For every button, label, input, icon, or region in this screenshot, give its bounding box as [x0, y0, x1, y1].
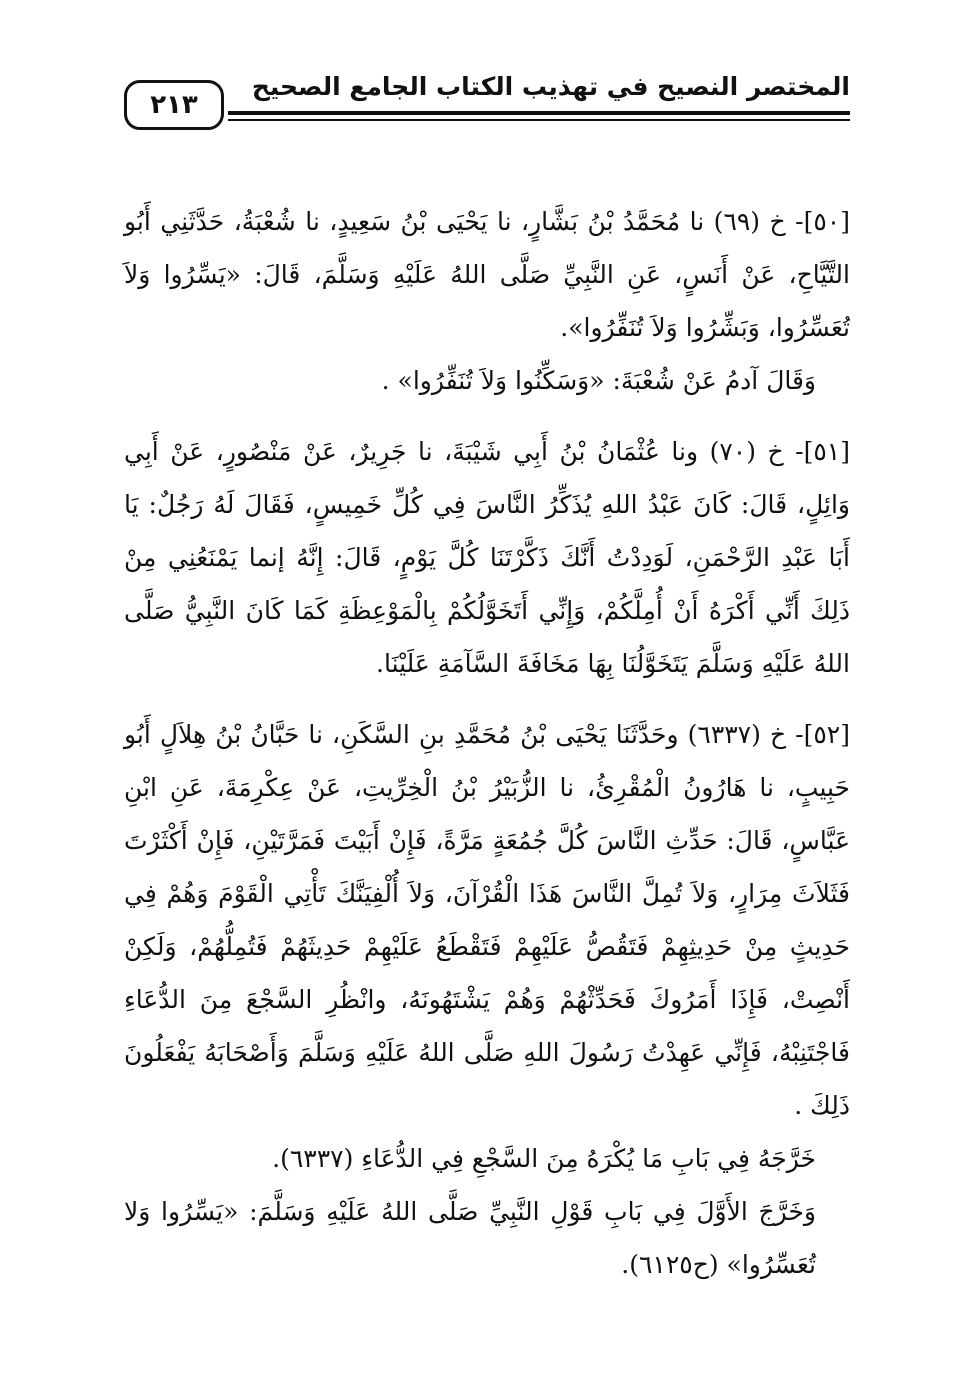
- page-body: [124, 195, 850, 1291]
- page-number-frame: [124, 80, 224, 130]
- source-note-1: خَرَّجَهُ فِي بَابِ مَا يُكْرَهُ مِنَ السَّجْعِ فِي الدُّعَاءِ (٦٣٣٧).: [272, 1144, 816, 1173]
- header-rule-thick: [228, 111, 850, 115]
- header-rule-thin: [228, 119, 850, 121]
- hadith-50: [٥٠]- خ (٦٩) نا مُحَمَّدُ بْنُ بَشَّارٍ، نا يَحْيَى بْنُ سَعِيدٍ، نا شُعْبَةُ، حَدَّثَنِي أَبُو التَّيَّاحِ، عَنْ أَنَسٍ، عَنِ النَّبِيِّ صَلَّى اللهُ عَلَيْهِ وَسَلَّمَ، قَالَ: «يَسِّرُوا وَلاَ تُعَسِّرُوا، وَبَشِّرُوا وَلاَ تُنَفِّرُوا».: [124, 207, 850, 342]
- page-header: [0, 0, 954, 140]
- running-title: المختصر النصيح في تهذيب الكتاب الجامع الصحيح: [251, 72, 850, 101]
- hadith-50-variant: وَقَالَ آدمُ عَنْ شُعْبَةَ: «وَسَكِّنُوا وَلاَ تُنَفِّرُوا» .: [381, 366, 816, 395]
- source-note-2: وَخَرَّجَ الأَوَّلَ فِي بَابِ قَوْلِ النَّبِيِّ صَلَّى اللهُ عَلَيْهِ وَسَلَّمَ: «يَسِّرُوا وَلا تُعَسِّرُوا» (ح٦١٢٥).: [124, 1197, 816, 1279]
- hadith-51: [٥١]- خ (٧٠) ونا عُثْمَانُ بْنُ أَبِي شَيْبَةَ، نا جَرِيرٌ، عَنْ مَنْصُورٍ، عَنْ أَبِي وَائِلٍ، قَالَ: كَانَ عَبْدُ اللهِ يُذَكِّرُ النَّاسَ فِي كُلِّ خَمِيسٍ، فَقَالَ لَهُ رَجُلٌ: يَا أَبَا عَبْدِ الرَّحْمَنِ، لَوَدِدْتُ أَنَّكَ ذَكَّرْتَنَا كُلَّ يَوْمٍ، قَالَ: إِنَّهُ إنما يَمْنَعُنِي مِنْ ذَلِكَ أَنِّي أَكْرَهُ أَنْ أُمِلَّكُمْ، وَإِنِّي أَتَخَوَّلُكُمْ بِالْمَوْعِظَةِ كَمَا كَانَ النَّبِيُّ صَلَّى اللهُ عَلَيْهِ وَسَلَّمَ يَتَخَوَّلُنَا بِهَا مَخَافَةَ السَّآمَةِ عَلَيْنَا.: [124, 437, 850, 678]
- page-number: ٢١٣: [150, 90, 198, 120]
- hadith-52: [٥٢]- خ (٦٣٣٧) وحَدَّثَنَا يَحْيَى بْنُ مُحَمَّدِ بنِ السَّكَنِ، نا حَبَّانُ بْنُ هِلاَلٍ أَبُو حَبِيبٍ، نا هَارُونُ الْمُقْرِئُ، نا الزُّبَيْرُ بْنُ الْخِرِّيتِ، عَنْ عِكْرِمَةَ، عَنِ ابْنِ عَبَّاسٍ، قَالَ: حَدِّثِ النَّاسَ كُلَّ جُمُعَةٍ مَرَّةً، فَإِنْ أَبَيْتَ فَمَرَّتَيْنِ، فَإِنْ أَكْثَرْتَ فَثَلاَثَ مِرَارٍ، وَلاَ تُمِلَّ النَّاسَ هَذَا الْقُرْآنَ، وَلاَ أُلْفِيَنَّكَ تَأْتِي الْقَوْمَ وَهُمْ فِي حَدِيثٍ مِنْ حَدِيثِهِمْ فَتَقُصُّ عَلَيْهِمْ فَتَقْطَعُ عَلَيْهِمْ حَدِيثَهُمْ فَتُمِلُّهُمْ، وَلَكِنْ أَنْصِتْ، فَإِذَا أَمَرُوكَ فَحَدِّثْهُمْ وَهُمْ يَشْتَهُونَهُ، وانْظُرِ السَّجْعَ مِنَ الدُّعَاءِ فَاجْتَنِبْهُ، فَإِنِّي عَهِدْتُ رَسُولَ اللهِ صَلَّى اللهُ عَلَيْهِ وَسَلَّمَ وَأَصْحَابَهُ يَفْعَلُونَ ذَلِكَ .: [124, 720, 850, 1120]
